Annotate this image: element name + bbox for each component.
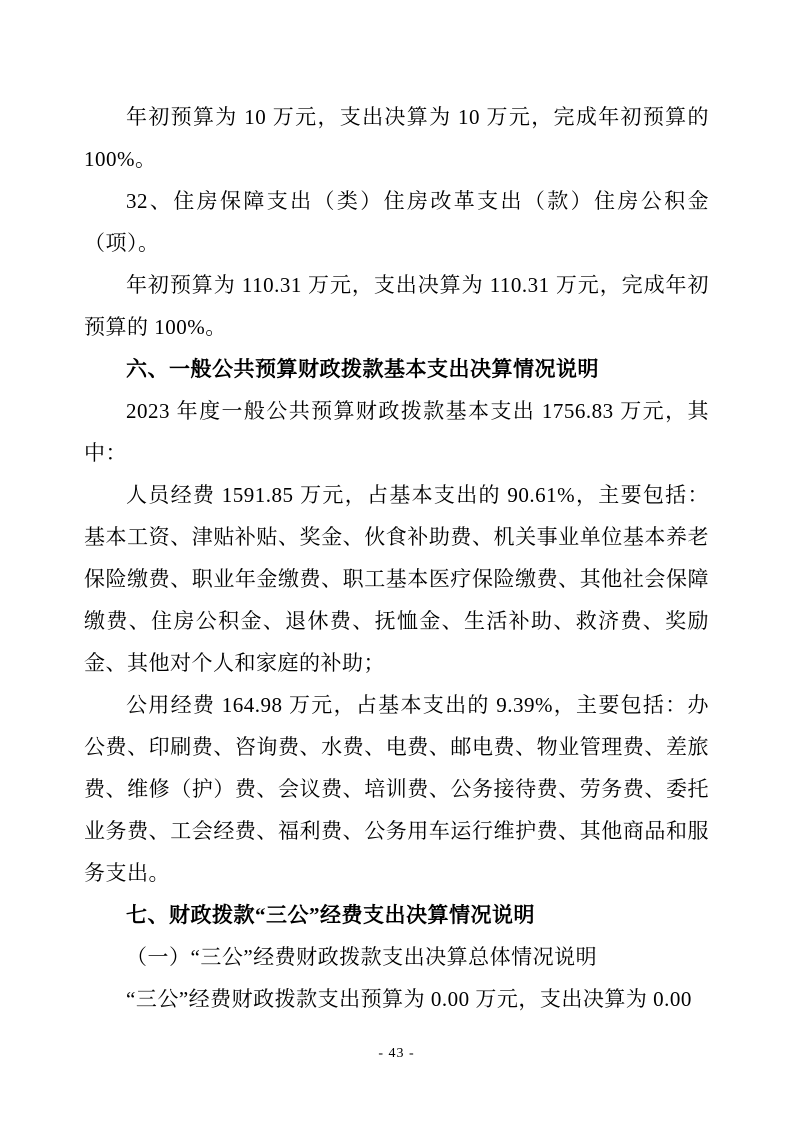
paragraph: 人员经费 1591.85 万元，占基本支出的 90.61%，主要包括：基本工资、津贴补贴、奖金、伙食补助费、机关事业单位基本养老保险缴费、职业年金缴费、职工基本医疗保险缴费、其他社会保障缴费、住房公积金、退休费、抚恤金、生活补助、救济费、奖励金、其他对个人和家庭的补助； <box>84 483 709 675</box>
paragraph: 年初预算为 10 万元，支出决算为 10 万元，完成年初预算的 100%。 <box>84 105 709 171</box>
section-heading: 六、一般公共预算财政拨款基本支出决算情况说明 <box>126 357 599 381</box>
paragraph: 32、住房保障支出（类）住房改革支出（款）住房公积金（项）。 <box>84 189 709 255</box>
paragraph: “三公”经费财政拨款支出预算为 0.00 万元，支出决算为 0.00 <box>126 987 692 1011</box>
paragraph: 年初预算为 110.31 万元，支出决算为 110.31 万元，完成年初预算的 100%。 <box>84 273 709 339</box>
paragraph: 公用经费 164.98 万元，占基本支出的 9.39%，主要包括：办公费、印刷费、咨询费、水费、电费、邮电费、物业管理费、差旅费、维修（护）费、会议费、培训费、公务接待费、劳务费、委托业务费、工会经费、福利费、公务用车运行维护费、其他商品和服务支出。 <box>84 693 709 885</box>
page-number: - 43 - <box>378 1046 415 1061</box>
paragraph: 2023 年度一般公共预算财政拨款基本支出 1756.83 万元，其中： <box>84 399 709 465</box>
section-heading: 七、财政拨款“三公”经费支出决算情况说明 <box>126 903 535 927</box>
paragraph: （一）“三公”经费财政拨款支出决算总体情况说明 <box>126 945 598 969</box>
